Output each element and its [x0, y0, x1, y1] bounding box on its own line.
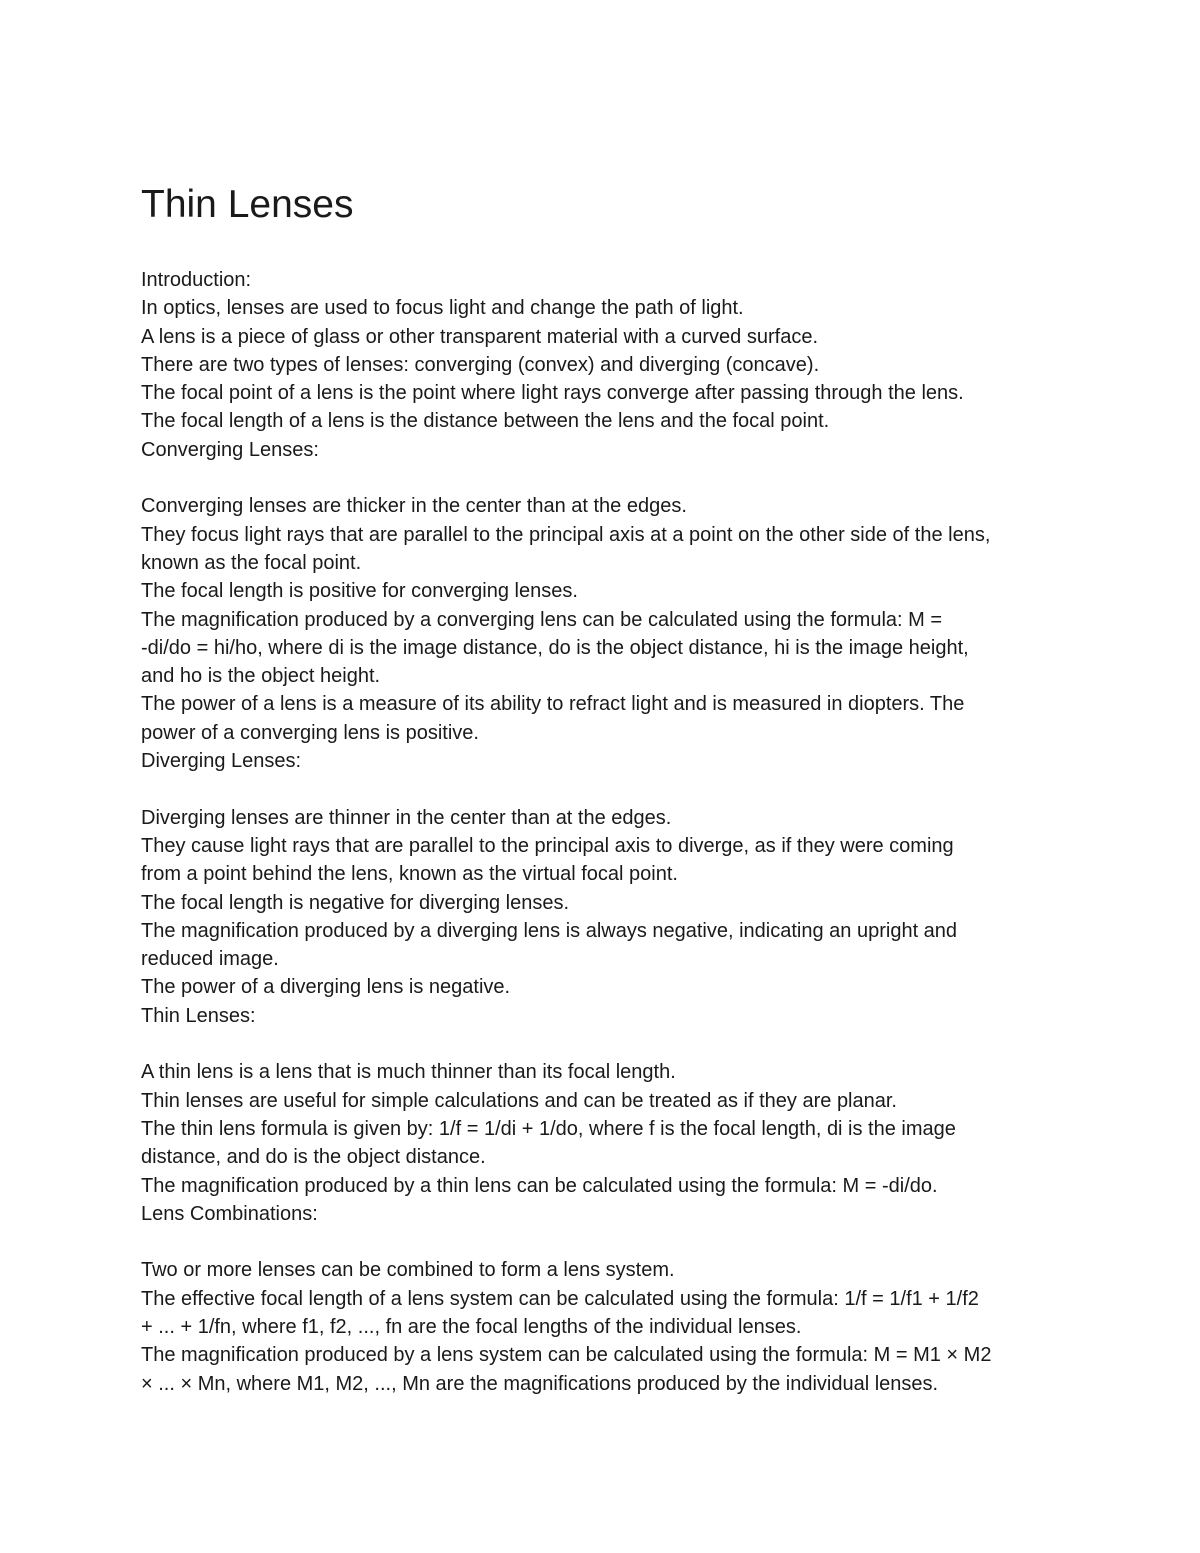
- text-line: Thin Lenses:: [141, 1004, 256, 1027]
- text-line: They focus light rays that are parallel to the principal axis at a point on the other side of the lens,: [141, 523, 991, 546]
- text-line: The magnification produced by a converging lens can be calculated using the formula: M =: [141, 608, 943, 631]
- text-line: Thin lenses are useful for simple calculations and can be treated as if they are planar.: [141, 1089, 897, 1112]
- text-line: known as the focal point.: [141, 551, 362, 574]
- text-line: They cause light rays that are parallel to the principal axis to diverge, as if they were coming: [141, 834, 954, 857]
- text-line: and ho is the object height.: [141, 665, 381, 688]
- blank-line: [141, 775, 1071, 803]
- text-line: The focal point of a lens is the point where light rays converge after passing through the lens.: [141, 382, 964, 405]
- text-line: A lens is a piece of glass or other transparent material with a curved surface.: [141, 325, 819, 348]
- text-line: Two or more lenses can be combined to form a lens system.: [141, 1259, 675, 1282]
- text-line: There are two types of lenses: converging (convex) and diverging (concave).: [141, 353, 820, 376]
- text-line: + ... + 1/fn, where f1, f2, ..., fn are the focal lengths of the individual lenses.: [141, 1315, 802, 1338]
- text-line: power of a converging lens is positive.: [141, 721, 479, 744]
- blank-line: [141, 464, 1071, 492]
- blank-line: [141, 1228, 1071, 1256]
- text-line: The magnification produced by a thin lens can be calculated using the formula: M = -di/do.: [141, 1174, 938, 1197]
- text-line: Introduction:: [141, 269, 252, 291]
- text-line: In optics, lenses are used to focus light and change the path of light.: [141, 297, 744, 320]
- text-line: from a point behind the lens, known as the virtual focal point.: [141, 863, 678, 886]
- text-line: The focal length of a lens is the distance between the lens and the focal point.: [141, 410, 830, 433]
- text-line: The magnification produced by a lens system can be calculated using the formula: M = M1 × M2: [141, 1344, 992, 1367]
- text-line: The thin lens formula is given by: 1/f = 1/di + 1/do, where f is the focal length, di is the image: [141, 1117, 956, 1140]
- text-line: × ... × Mn, where M1, M2, ..., Mn are the magnifications produced by the individual lenses.: [141, 1372, 939, 1395]
- text-line: -di/do = hi/ho, where di is the image distance, do is the object distance, hi is the image height,: [141, 636, 969, 659]
- text-line: A thin lens is a lens that is much thinner than its focal length.: [141, 1061, 676, 1084]
- text-line: Diverging Lenses:: [141, 750, 302, 773]
- text-line: Lens Combinations:: [141, 1202, 318, 1225]
- text-line: Converging lenses are thicker in the center than at the edges.: [141, 495, 687, 518]
- blank-line: [141, 1030, 1071, 1058]
- text-line: distance, and do is the object distance.: [141, 1146, 486, 1169]
- document-title: Thin Lenses: [141, 183, 354, 226]
- text-line: Diverging lenses are thinner in the center than at the edges.: [141, 806, 672, 829]
- text-line: The power of a diverging lens is negative.: [141, 976, 511, 999]
- text-line: The effective focal length of a lens system can be calculated using the formula: 1/f = 1/f1 + 1/f2: [141, 1287, 979, 1310]
- text-line: reduced image.: [141, 948, 279, 971]
- text-line: The focal length is negative for diverging lenses.: [141, 891, 570, 914]
- document-body: [141, 266, 1071, 1398]
- text-line: The magnification produced by a diverging lens is always negative, indicating an upright and: [141, 919, 958, 942]
- text-line: Converging Lenses:: [141, 438, 319, 461]
- text-line: The power of a lens is a measure of its ability to refract light and is measured in diopters. The: [141, 693, 965, 716]
- text-line: The focal length is positive for converging lenses.: [141, 580, 578, 603]
